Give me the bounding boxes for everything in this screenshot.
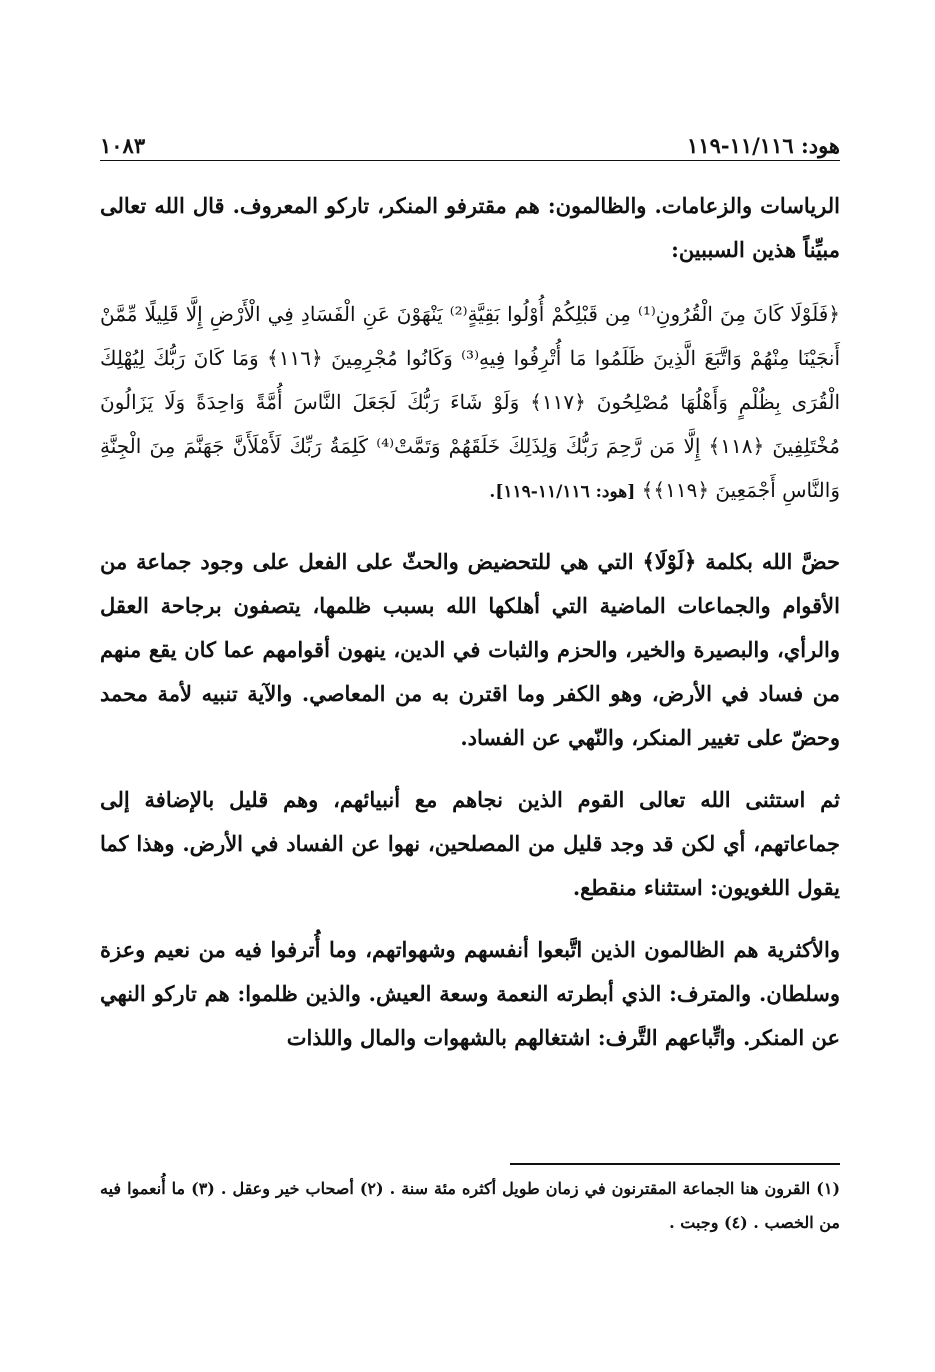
chapter-reference: هود: ١١/١١٦-١١٩ (687, 133, 840, 158)
page-number: ١٠٨٣ (100, 133, 146, 158)
header-divider (100, 160, 840, 161)
page-body (100, 184, 840, 1078)
quran-citation: [هود: ١١/١١٦-١١٩]. (489, 482, 636, 502)
commentary-paragraph-2: ثم استثنى الله تعالى القوم الذين نجاهم مع أنبيائهم، وهم قليل بالإضافة إلى جماعاتهم، أي لكن قد وجد قليل من المصلحين، نهوا عن الفساد في الأرض. وهذا كما يقول اللغويون: استثناء منقطع. (100, 787, 840, 900)
intro-paragraph: الرياسات والزعامات. والظالمون: هم مقترفو المنكر، تاركو المعروف. قال الله تعالى مبيِّناً هذين السببين: (100, 193, 840, 262)
quran-text: ﴿فَلَوْلَا كَانَ مِنَ الْقُرُونِ⁽¹⁾ مِن قَبْلِكُمْ أُوْلُوا بَقِيَّةٍ⁽²⁾ يَنْهَوْنَ عَنِ الْفَسَادِ فِي الْأَرْضِ إِلَّا قَلِيلًا مِّمَّنْ أَنجَيْنَا مِنْهُمْ وَاتَّبَعَ الَّذِينَ ظَلَمُوا مَا أُتْرِفُوا فِيهِ⁽³⁾ وَكَانُوا مُجْرِمِينَ ﴿١١٦﴾ وَمَا كَانَ رَبُّكَ لِيُهْلِكَ الْقُرَى بِظُلْمٍ وَأَهْلُهَا مُصْلِحُونَ ﴿١١٧﴾ وَلَوْ شَاءَ رَبُّكَ لَجَعَلَ النَّاسَ أُمَّةً وَاحِدَةً وَلَا يَزَالُونَ مُخْتَلِفِينَ ﴿١١٨﴾ إِلَّا مَن رَّحِمَ رَبُّكَ وَلِذَلِكَ خَلَقَهُمْ وَتَمَّتْ⁽⁴⁾ كَلِمَةُ رَبِّكَ لَأَمْلَأَنَّ جَهَنَّمَ مِنَ الْجِنَّةِ وَالنَّاسِ أَجْمَعِينَ ﴿١١٩﴾﴾ (100, 302, 841, 502)
commentary-paragraph-3: والأكثرية هم الظالمون الذين اتَّبعوا أنفسهم وشهواتهم، وما أُترفوا فيه من نعيم وعزة وسلطان. والمترف: الذي أبطرته النعمة وسعة العيش. والذين ظلموا: هم تاركو النهي عن المنكر. واتِّباعهم التَّرف: اشتغالهم بالشهوات والمال واللذات (100, 937, 840, 1050)
footnotes: (١) القرون هنا الجماعة المقترنون في زمان طويل أكثره مئة سنة . (٢) أصحاب خير وعقل . (٣) ما أُنعموا فيه من الخصب . (٤) وجبت . (100, 1179, 841, 1232)
footnote-divider (510, 1163, 840, 1165)
quran-verses (100, 292, 840, 514)
commentary-paragraph-1: حضَّ الله بكلمة ﴿لَوْلَا﴾ التي هي للتحضيض والحثّ على الفعل على وجود جماعة من الأقوام والجماعات الماضية التي أهلكها الله بسبب ظلمها، يتصفون برجاحة العقل والرأي، والبصيرة والخير، والحزم والثبات في الدين، ينهون أقوامهم عما كان يقع منهم من فساد في الأرض، وهو الكفر وما اقترن به من المعاصي. والآية تنبيه لأمة محمد وحضّ على تغيير المنكر، والنّهي عن الفساد. (100, 549, 840, 750)
running-head (100, 118, 840, 158)
